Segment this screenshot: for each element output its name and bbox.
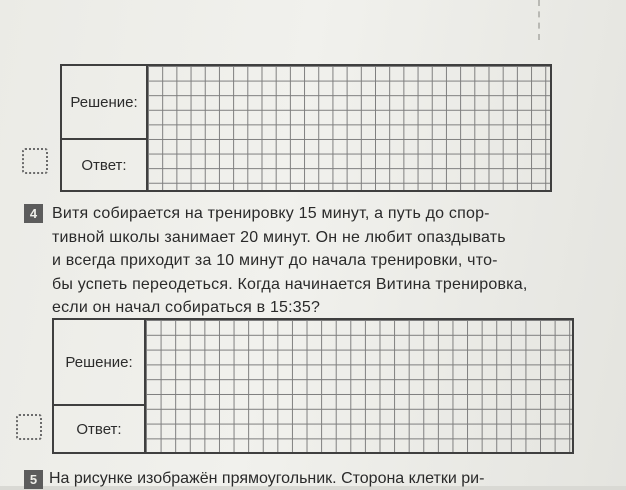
task-number-badge: 4 <box>24 204 43 223</box>
task-text <box>52 202 572 320</box>
task-4 <box>24 202 572 320</box>
task-number-badge: 5 <box>24 470 43 489</box>
task-line: и всегда приходит за 10 минут до начала тренировки, что- <box>52 252 498 269</box>
answer-checkbox-task4[interactable] <box>16 414 42 440</box>
answer-table-task3 <box>60 64 552 192</box>
answer-label: Ответ: <box>76 420 122 438</box>
table-labels <box>54 320 146 452</box>
solution-grid[interactable] <box>146 320 572 452</box>
task-line: бы успеть переодеться. Когда начинается Витина тренировка, <box>52 275 528 293</box>
answer-table-task4 <box>52 318 574 454</box>
table-labels <box>62 66 148 190</box>
task-line: тивной школы занимает 20 минут. Он не любит опаздывать <box>52 228 506 246</box>
task-5 <box>24 470 584 490</box>
solution-label: Решение: <box>62 66 146 140</box>
task-line: Витя собирается на тренировку 15 минут, а путь до спор- <box>52 205 490 222</box>
answer-checkbox-task3[interactable] <box>22 148 48 174</box>
answer-label: Ответ: <box>81 156 127 174</box>
solution-grid[interactable] <box>148 66 550 190</box>
task-text: На рисунке изображён прямоугольник. Сторона клетки ри- <box>49 470 485 487</box>
perforation-line <box>538 0 540 40</box>
solution-label: Решение: <box>54 320 144 406</box>
task-line: если он начал собираться в 15:35? <box>52 299 321 316</box>
